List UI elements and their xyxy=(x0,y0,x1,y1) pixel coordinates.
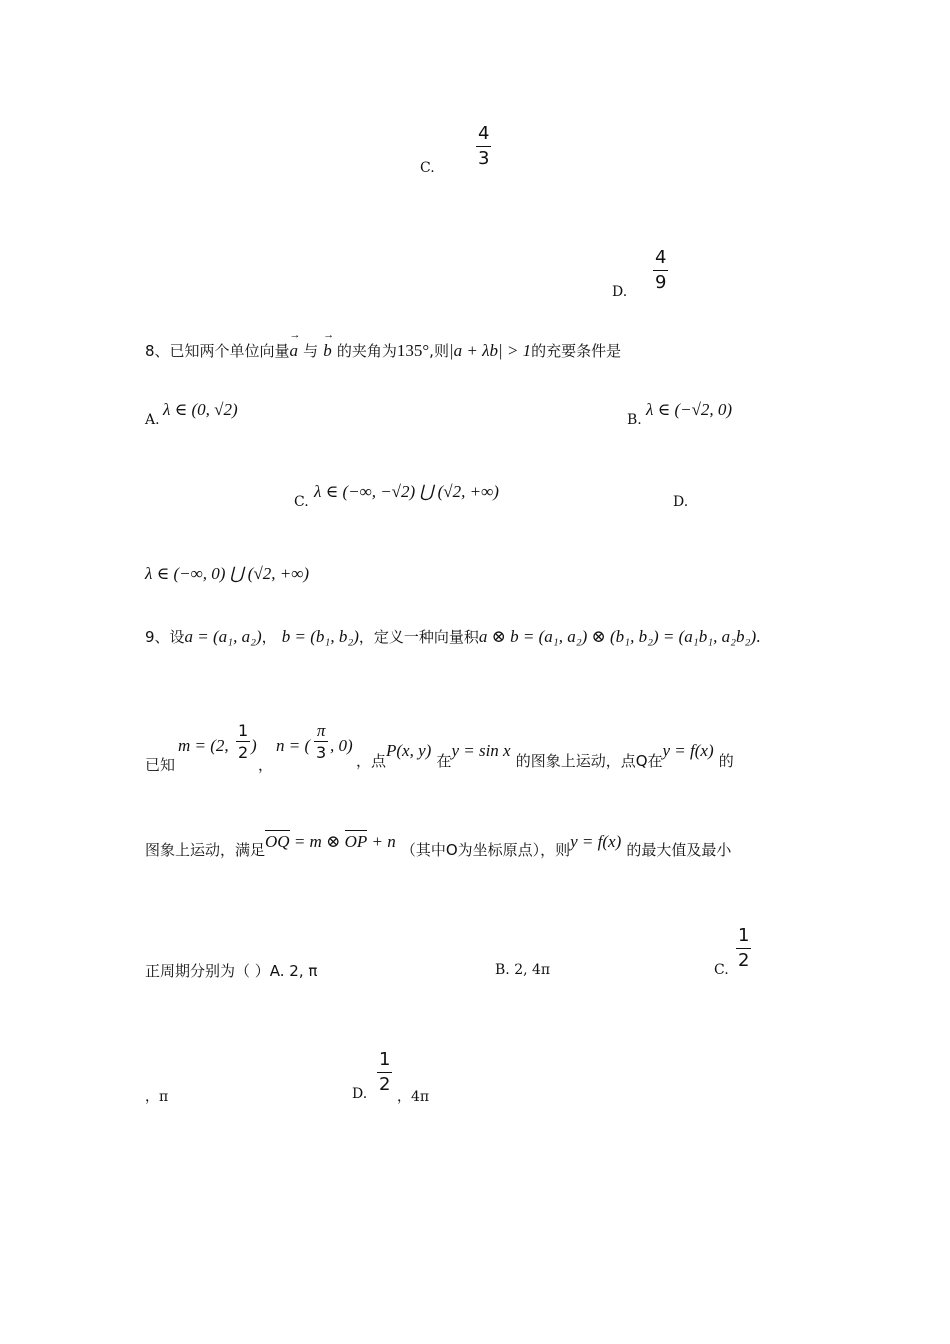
q9-origin-note: （其中O为坐标原点），则 xyxy=(400,841,571,859)
q7-option-d-fraction xyxy=(653,248,668,293)
fraction-denominator: 2 xyxy=(738,950,750,971)
q9-line-3 xyxy=(145,832,732,860)
q9-p-def: P(x, y) xyxy=(386,741,432,760)
q9-product-def: a ⊗ b = (a₁, a₂) ⊗ (b₁, b₂) = (a₁b₁, a₂b₂) xyxy=(478,627,757,646)
q9-line-1 xyxy=(145,626,760,647)
q7-option-c-label: C. xyxy=(420,160,435,176)
q8-option-d-expr: λ ∈ (−∞, 0) ⋃ (√2, +∞) xyxy=(145,564,310,583)
q9-line-2-tail xyxy=(356,741,734,771)
q9-option-d-label: D. xyxy=(352,1086,368,1102)
fraction-denominator: 2 xyxy=(238,743,249,762)
fraction-numerator: 1 xyxy=(738,925,750,946)
q9-n-fraction xyxy=(314,722,328,761)
fraction-numerator: 1 xyxy=(379,1049,391,1070)
fraction-numerator: π xyxy=(316,721,326,740)
q7-option-d-label: D. xyxy=(612,284,628,300)
q9-max-text: 的最大值及最小 xyxy=(626,841,732,859)
q8-option-a-label: A. xyxy=(145,412,160,428)
fraction-denominator: 2 xyxy=(379,1074,391,1095)
q9-period: . xyxy=(756,627,761,646)
vector-oq: OQ xyxy=(265,832,290,851)
q9-line-3-prefix: 图象上运动，满足 xyxy=(145,841,266,859)
fraction-denominator: 3 xyxy=(478,148,490,169)
fraction-numerator: 4 xyxy=(655,247,667,268)
q9-f-def-2: y = f(x) xyxy=(570,832,622,851)
q9-define-text: ，定义一种向量积 xyxy=(358,628,479,646)
q8-option-c-label: C. xyxy=(294,494,309,510)
q9-comma-2: ， xyxy=(258,756,274,774)
q8-condition: |a + λb| > 1 xyxy=(448,341,532,360)
q9-move-q: 的图象上运动，点Q在 xyxy=(515,752,663,770)
q9-option-c-fraction xyxy=(736,926,751,971)
q9-a-def: a = (a₁, a₂) xyxy=(184,627,262,646)
q9-de: 的 xyxy=(718,752,734,770)
q9-option-d-tail: ，4π xyxy=(397,1089,430,1105)
fraction-bar xyxy=(653,270,668,271)
q9-sin-def: y = sin x xyxy=(451,741,511,760)
q8-stem-prefix: 8、已知两个单位向量 xyxy=(145,342,290,360)
q8-option-a-expr: λ ∈ (0, √2) xyxy=(163,400,238,419)
q9-line-4: 正周期分别为（ ）A. 2, π xyxy=(145,962,318,980)
q8-ze: ,则 xyxy=(429,342,449,360)
fraction-denominator: 9 xyxy=(655,272,667,293)
q9-equation xyxy=(265,832,396,851)
q7-option-c-fraction xyxy=(476,124,491,169)
q8-stem xyxy=(145,340,621,361)
q9-prefix: 9、设 xyxy=(145,628,185,646)
q8-option-b-expr: λ ∈ (−√2, 0) xyxy=(646,400,733,419)
q9-f-def: y = f(x) xyxy=(662,741,714,760)
vector-a: → a xyxy=(290,341,299,361)
fraction-numerator: 4 xyxy=(478,123,490,144)
fraction-bar xyxy=(476,146,491,147)
q8-stem-suffix: 的充要条件是 xyxy=(531,342,622,360)
q9-option-c-label: C. xyxy=(714,962,729,978)
q8-angle-value: 135° xyxy=(396,341,430,360)
q9-m-def-post: ) xyxy=(251,736,257,755)
q9-n-def-pre: n = ( xyxy=(276,736,311,755)
q9-option-d-fraction xyxy=(377,1050,392,1095)
q9-b-def: b = (b₁, b₂) xyxy=(281,627,359,646)
q9-point-text: ，点 xyxy=(356,752,387,770)
fraction-bar xyxy=(314,741,328,742)
q8-angle-text: 的夹角为 xyxy=(336,342,397,360)
equation-end: + n xyxy=(367,832,396,851)
fraction-bar xyxy=(236,741,250,742)
q9-m-fraction xyxy=(236,722,250,761)
q9-option-c-tail: ，π xyxy=(145,1089,169,1105)
q8-option-c-expr: λ ∈ (−∞, −√2) ⋃ (√2, +∞) xyxy=(314,482,499,501)
q9-known: 已知 xyxy=(145,756,176,774)
q8-option-b-label: B. xyxy=(627,412,642,428)
fraction-numerator: 1 xyxy=(238,721,249,740)
vector-b: → b xyxy=(323,341,332,361)
fraction-bar xyxy=(736,948,751,949)
q8-yu: 与 xyxy=(303,342,319,360)
q9-option-b: B. 2, 4π xyxy=(495,962,551,978)
equation-mid: = m ⊗ xyxy=(289,832,345,851)
q9-n-def-post: , 0) xyxy=(330,736,353,755)
q9-comma: ， xyxy=(261,628,277,646)
q9-zai: 在 xyxy=(436,752,452,770)
fraction-denominator: 3 xyxy=(316,743,327,762)
q9-m-def-pre: m = (2, xyxy=(178,736,229,755)
q8-option-d-label: D. xyxy=(673,494,689,510)
fraction-bar xyxy=(377,1072,392,1073)
vector-op: OP xyxy=(344,832,368,851)
